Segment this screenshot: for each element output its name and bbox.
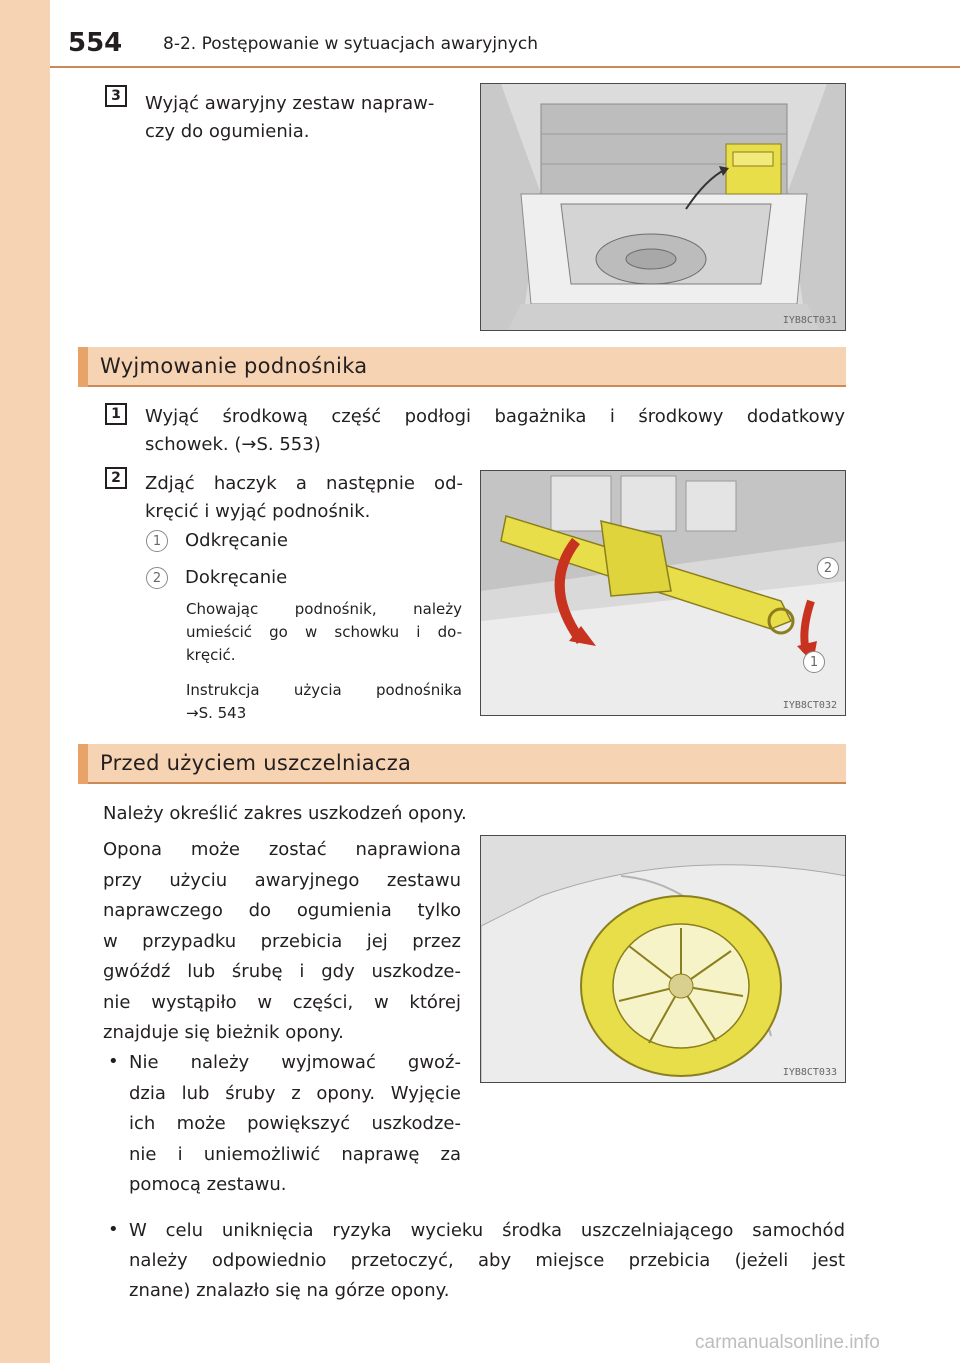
jack-illustration	[481, 471, 846, 716]
bullet-dot-2: •	[108, 1219, 119, 1240]
item-number-1: 1	[146, 530, 168, 552]
para-line: naprawczego do ogumienia tylko	[103, 900, 461, 921]
figure-code-1: IYB8CT031	[782, 315, 837, 326]
sealant-intro: Należy określić zakres uszkodzeń opony.	[103, 803, 467, 824]
bullet-1-line: dzia lub śruby z opony. Wyjęcie	[129, 1082, 461, 1104]
item-label-unscrew: Odkręcanie	[185, 530, 288, 551]
watermark: carmanualsonline.info	[695, 1332, 880, 1353]
figure-callout-1: 1	[803, 651, 825, 673]
section-title-jack: Wyjmowanie podnośnika	[100, 354, 368, 378]
figure-jack-removal	[480, 470, 846, 716]
section-header-jack	[78, 347, 846, 387]
bullet-2-line: znane) znalazło się na górze opony.	[129, 1280, 450, 1301]
figure-trunk-repair-kit	[480, 83, 846, 331]
section-header-sealant	[78, 744, 846, 784]
step-1-line-1: Wyjąć środkową część podłogi bagażnika i środkowy dodatkowy	[145, 406, 845, 427]
section-bar	[78, 744, 88, 784]
section-title-sealant: Przed użyciem uszczelniacza	[100, 751, 412, 775]
bullet-2-line: W celu uniknięcia ryzyka wycieku środka uszczelniającego samochód	[129, 1220, 845, 1241]
step-3-line-1: Wyjąć awaryjny zestaw napraw-	[145, 93, 435, 114]
trunk-illustration	[481, 84, 846, 331]
bullet-2-line: należy odpowiednio przetoczyć, aby miejsce przebicia (jeżeli jest	[129, 1250, 845, 1271]
step-1-text	[145, 403, 845, 459]
bullet-1-line: Nie należy wyjmować gwoź-	[129, 1052, 461, 1073]
bullet-1-line: ich może powiększyć uszkodze-	[129, 1113, 461, 1134]
figure-tire-puncture	[480, 835, 846, 1083]
step-badge-1: 1	[105, 403, 127, 425]
bullet-dot-1: •	[108, 1051, 119, 1072]
bullet-1-line: pomocą zestawu.	[129, 1174, 287, 1195]
side-color-strip	[0, 0, 50, 1363]
note-2-line-2: →S. 543	[186, 704, 247, 722]
step-1-line-2: schowek. (→S. 553)	[145, 434, 321, 455]
note-1-line-2: umieścić go w schowku i do-	[186, 623, 462, 641]
jack-note-instructions	[186, 679, 462, 725]
para-line: w przypadku przebicia jej przez	[103, 930, 461, 952]
step-3-line-2: czy do ogumienia.	[145, 121, 310, 142]
step-3-text	[145, 90, 465, 146]
figure-code-3: IYB8CT033	[782, 1067, 837, 1078]
figure-callout-2: 2	[817, 557, 839, 579]
note-2-line-1: Instrukcja użycia podnośnika	[186, 681, 462, 699]
figure-code-2: IYB8CT032	[782, 700, 837, 711]
jack-note-storage	[186, 598, 462, 667]
item-number-2: 2	[146, 567, 168, 589]
para-line: nie wystąpiło w części, w której	[103, 991, 461, 1013]
para-line: gwóźdź lub śrubę i gdy uszkodze-	[103, 961, 461, 982]
para-line: przy użyciu awaryjnego zestawu	[103, 869, 461, 891]
note-1-line-3: kręcić.	[186, 646, 236, 664]
page-number: 554	[68, 28, 123, 58]
bullet-1-line: nie i uniemożliwić naprawę za	[129, 1143, 461, 1165]
para-line: znajduje się bieżnik opony.	[103, 1022, 344, 1043]
step-2-text	[145, 470, 463, 526]
bullet-2-text	[129, 1216, 845, 1306]
para-line: Opona może zostać naprawiona	[103, 839, 461, 860]
step-2-line-2: kręcić i wyjąć podnośnik.	[145, 501, 371, 522]
tire-illustration	[481, 836, 846, 1083]
step-badge-2: 2	[105, 467, 127, 489]
section-bar	[78, 347, 88, 387]
chapter-title: 8-2. Postępowanie w sytuacjach awaryjnych	[163, 34, 539, 54]
header-rule	[50, 66, 960, 68]
item-label-tighten: Dokręcanie	[185, 567, 288, 588]
step-2-line-1: Zdjąć haczyk a następnie od-	[145, 473, 463, 494]
sealant-paragraph	[103, 835, 461, 1049]
note-1-line-1: Chowając podnośnik, należy	[186, 600, 462, 618]
step-badge-3: 3	[105, 85, 127, 107]
bullet-1-text	[129, 1048, 461, 1201]
